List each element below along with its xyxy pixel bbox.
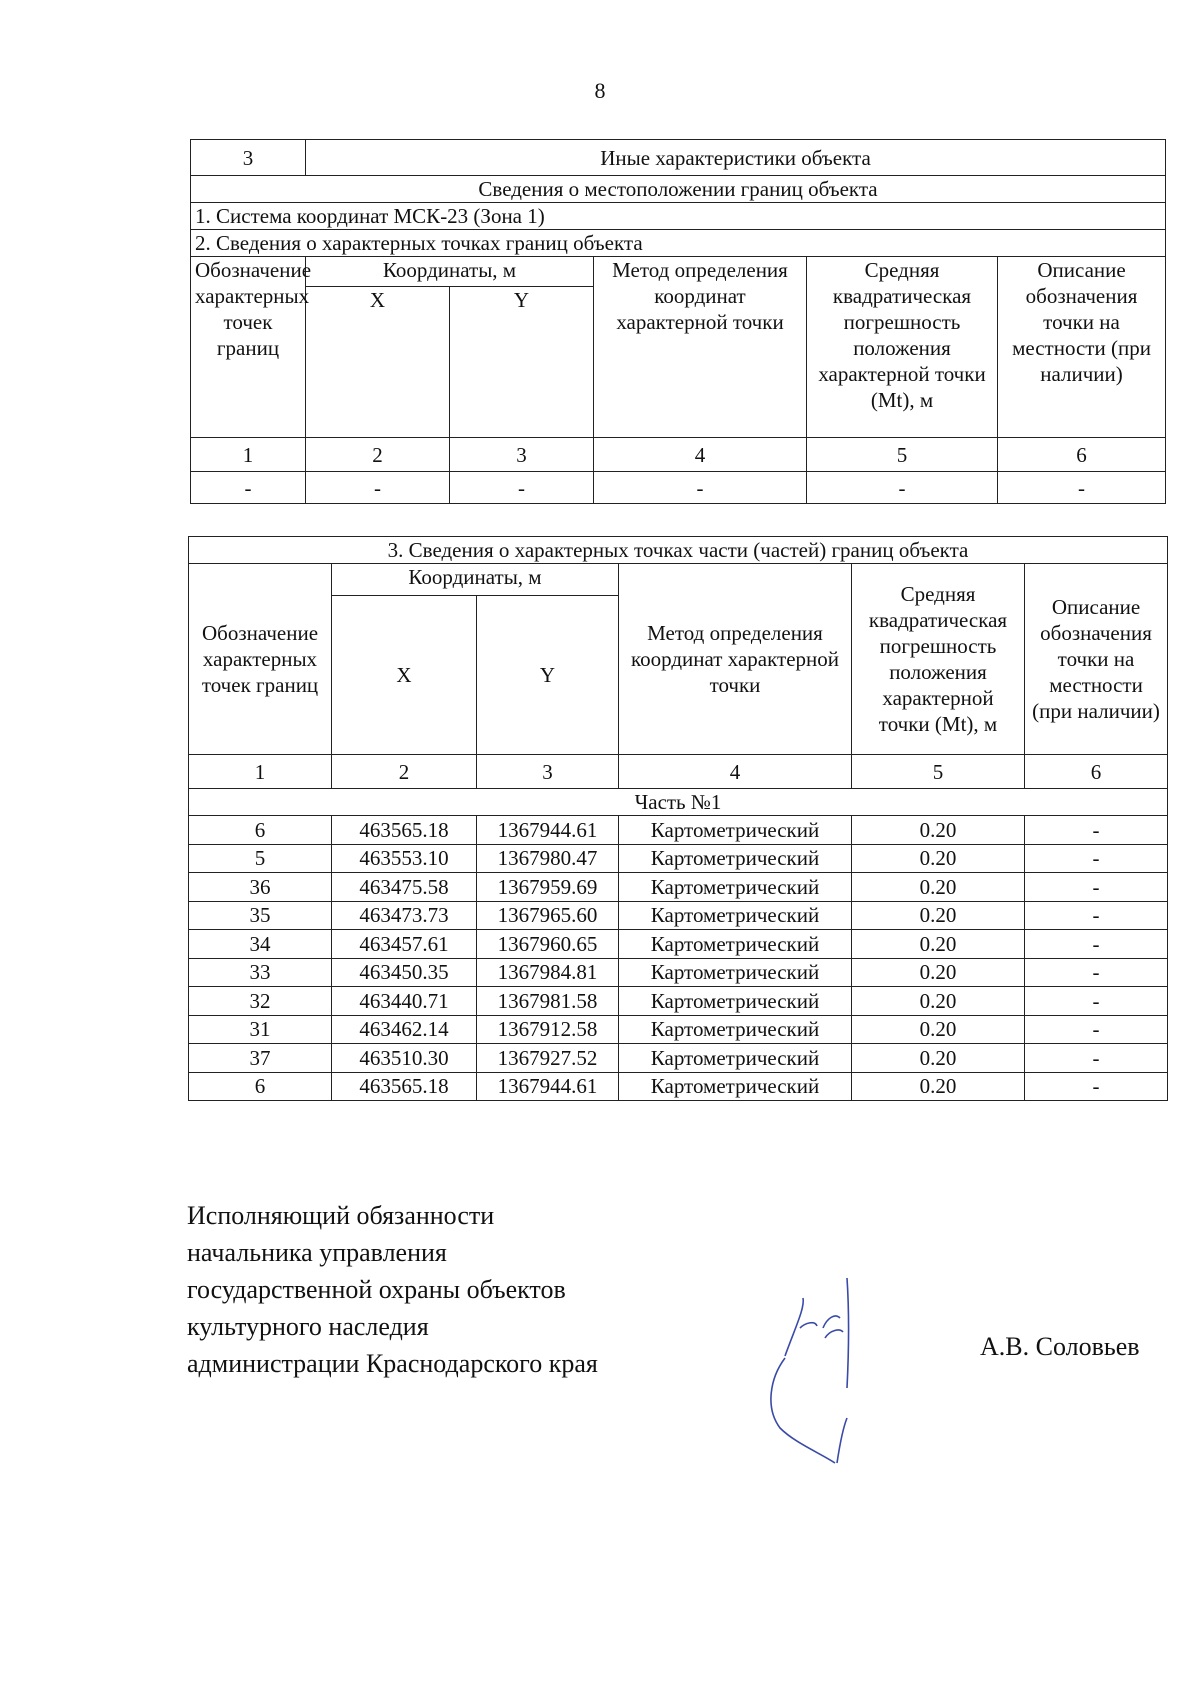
header-coords: Координаты, м bbox=[332, 564, 619, 596]
header-method: Метод определения координат характерной точки bbox=[619, 564, 852, 755]
table-cell: - bbox=[1025, 873, 1168, 902]
table-cell: - bbox=[191, 472, 306, 504]
table-cell: 1367981.58 bbox=[477, 987, 619, 1016]
table-cell: 0.20 bbox=[852, 844, 1025, 873]
col-number: 4 bbox=[619, 755, 852, 789]
signatory-line: культурного наследия bbox=[187, 1312, 429, 1341]
section-subtitle: Сведения о местоположении границ объекта bbox=[191, 176, 1166, 203]
signatory-line: администрации Краснодарского края bbox=[187, 1349, 598, 1378]
table-cell: - bbox=[807, 472, 998, 504]
table-cell: 1367980.47 bbox=[477, 844, 619, 873]
table-cell: 6 bbox=[189, 1072, 332, 1101]
coord-system: 1. Система координат МСК-23 (Зона 1) bbox=[191, 203, 1166, 230]
table-cell: - bbox=[1025, 1072, 1168, 1101]
col-number: 2 bbox=[306, 438, 450, 472]
table-cell: - bbox=[1025, 844, 1168, 873]
signatory-line: государственной охраны объектов bbox=[187, 1275, 566, 1304]
header-method: Метод определения координат характерной точки bbox=[594, 257, 807, 438]
table-cell: 0.20 bbox=[852, 958, 1025, 987]
table-row bbox=[189, 958, 1168, 987]
table-cell: - bbox=[450, 472, 594, 504]
table-cell: Картометрический bbox=[619, 816, 852, 845]
part-boundaries-table bbox=[188, 536, 1168, 1101]
col-number: 1 bbox=[191, 438, 306, 472]
table-cell: 1367960.65 bbox=[477, 930, 619, 959]
table-cell: 0.20 bbox=[852, 930, 1025, 959]
table-cell: 1367984.81 bbox=[477, 958, 619, 987]
col-number: 2 bbox=[332, 755, 477, 789]
table-cell: 32 bbox=[189, 987, 332, 1016]
table-row bbox=[189, 873, 1168, 902]
col-number: 5 bbox=[852, 755, 1025, 789]
table-cell: 463440.71 bbox=[332, 987, 477, 1016]
table-cell: 0.20 bbox=[852, 816, 1025, 845]
table-cell: - bbox=[1025, 987, 1168, 1016]
header-designation: Обозначение характерных точек границ bbox=[191, 257, 306, 438]
table-cell: - bbox=[594, 472, 807, 504]
table-cell: 463473.73 bbox=[332, 901, 477, 930]
table-cell: 37 bbox=[189, 1044, 332, 1073]
table-row bbox=[189, 1044, 1168, 1073]
part-rows bbox=[189, 816, 1168, 1101]
table-row bbox=[189, 901, 1168, 930]
table-cell: 5 bbox=[189, 844, 332, 873]
table-cell: - bbox=[1025, 930, 1168, 959]
signatory-line: начальника управления bbox=[187, 1238, 447, 1267]
table-cell: 463565.18 bbox=[332, 1072, 477, 1101]
table-row bbox=[189, 930, 1168, 959]
table-cell: 463450.35 bbox=[332, 958, 477, 987]
col-number: 3 bbox=[477, 755, 619, 789]
section-title: Иные характеристики объекта bbox=[306, 140, 1166, 176]
table-cell: 463565.18 bbox=[332, 816, 477, 845]
header-description: Описание обозначения точки на местности (при наличии) bbox=[998, 257, 1166, 438]
col-number: 5 bbox=[807, 438, 998, 472]
part-label: Часть №1 bbox=[189, 789, 1168, 816]
table-cell: Картометрический bbox=[619, 901, 852, 930]
header-description: Описание обозначения точки на местности (при наличии) bbox=[1025, 564, 1168, 755]
object-boundaries-table bbox=[190, 139, 1166, 504]
table-cell: 463457.61 bbox=[332, 930, 477, 959]
table-cell: 1367927.52 bbox=[477, 1044, 619, 1073]
part-heading: 3. Сведения о характерных точках части (частей) границ объекта bbox=[189, 537, 1168, 564]
col-number: 4 bbox=[594, 438, 807, 472]
signatory-name: А.В. Соловьев bbox=[980, 1332, 1140, 1361]
table-cell: Картометрический bbox=[619, 1072, 852, 1101]
header-y: Y bbox=[450, 287, 594, 438]
table-cell: 36 bbox=[189, 873, 332, 902]
header-coords: Координаты, м bbox=[306, 257, 594, 287]
table-cell: 463475.58 bbox=[332, 873, 477, 902]
signatory-title bbox=[187, 1197, 598, 1382]
table-cell: - bbox=[1025, 901, 1168, 930]
table-cell: 31 bbox=[189, 1015, 332, 1044]
col-number: 6 bbox=[998, 438, 1166, 472]
table-cell: 1367912.58 bbox=[477, 1015, 619, 1044]
table-cell: 463553.10 bbox=[332, 844, 477, 873]
table-cell: 35 bbox=[189, 901, 332, 930]
table-cell: - bbox=[1025, 958, 1168, 987]
header-x: X bbox=[332, 596, 477, 755]
table-cell: Картометрический bbox=[619, 844, 852, 873]
header-error: Средняя квадратическая погрешность положения характерной точки (Mt), м bbox=[807, 257, 998, 438]
col-number: 6 bbox=[1025, 755, 1168, 789]
table-cell: 6 bbox=[189, 816, 332, 845]
table-cell: 0.20 bbox=[852, 873, 1025, 902]
table-cell: Картометрический bbox=[619, 873, 852, 902]
table-row bbox=[189, 844, 1168, 873]
table-cell: 0.20 bbox=[852, 1044, 1025, 1073]
table-cell: - bbox=[1025, 1044, 1168, 1073]
table-cell: 34 bbox=[189, 930, 332, 959]
table-cell: 463462.14 bbox=[332, 1015, 477, 1044]
table-cell: 1367944.61 bbox=[477, 816, 619, 845]
table-cell: - bbox=[306, 472, 450, 504]
signatory-line: Исполняющий обязанности bbox=[187, 1201, 495, 1230]
table-cell: 0.20 bbox=[852, 1072, 1025, 1101]
table-cell: - bbox=[998, 472, 1166, 504]
table-cell: Картометрический bbox=[619, 987, 852, 1016]
table-cell: Картометрический bbox=[619, 958, 852, 987]
table-cell: Картометрический bbox=[619, 1015, 852, 1044]
handwritten-signature bbox=[765, 1268, 885, 1468]
table-cell: 1367965.60 bbox=[477, 901, 619, 930]
table-row bbox=[189, 1015, 1168, 1044]
table-cell: - bbox=[1025, 1015, 1168, 1044]
table-cell: 1367944.61 bbox=[477, 1072, 619, 1101]
col-number: 1 bbox=[189, 755, 332, 789]
table-row bbox=[189, 816, 1168, 845]
table-cell: Картометрический bbox=[619, 930, 852, 959]
table-cell: 1367959.69 bbox=[477, 873, 619, 902]
table-cell: 33 bbox=[189, 958, 332, 987]
header-designation: Обозначение характерных точек границ bbox=[189, 564, 332, 755]
table-row bbox=[189, 1072, 1168, 1101]
table-row bbox=[189, 987, 1168, 1016]
table-cell: 463510.30 bbox=[332, 1044, 477, 1073]
page-number: 8 bbox=[594, 78, 606, 103]
table-cell: 0.20 bbox=[852, 901, 1025, 930]
header-x: X bbox=[306, 287, 450, 438]
col-number: 3 bbox=[450, 438, 594, 472]
section-number: 3 bbox=[191, 140, 306, 176]
points-heading: 2. Сведения о характерных точках границ объекта bbox=[191, 230, 1166, 257]
header-y: Y bbox=[477, 596, 619, 755]
table-cell: 0.20 bbox=[852, 1015, 1025, 1044]
header-error: Средняя квадратическая погрешность положения характерной точки (Mt), м bbox=[852, 564, 1025, 755]
table-cell: 0.20 bbox=[852, 987, 1025, 1016]
table-cell: - bbox=[1025, 816, 1168, 845]
table-cell: Картометрический bbox=[619, 1044, 852, 1073]
